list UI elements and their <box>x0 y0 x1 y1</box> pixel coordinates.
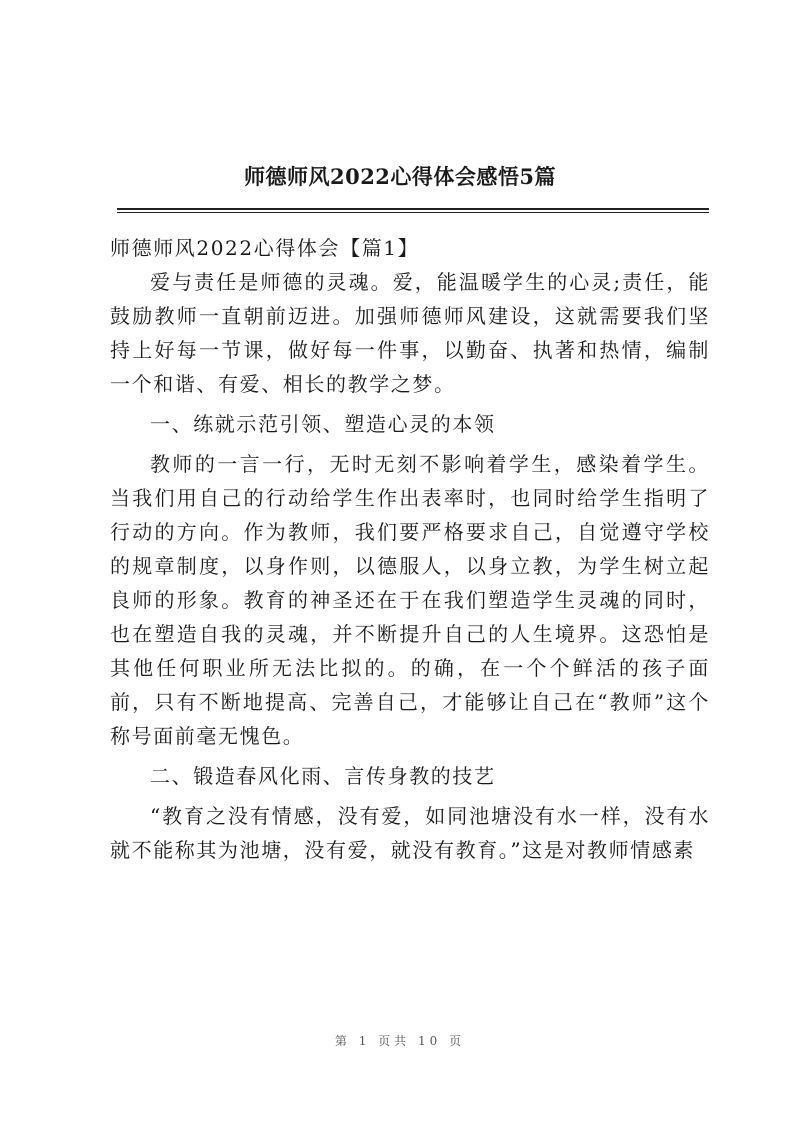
page-footer: 第 1 页共 10 页 <box>334 1034 466 1048</box>
title-divider-thin <box>117 212 709 213</box>
subheading-one: 一、练就示范引领、塑造心灵的本领 <box>150 412 496 436</box>
document-title: 师德师风2022心得体会感悟5篇 <box>243 164 557 189</box>
paragraph-two: “教育之没有情感，没有爱，如同池塘没有水一样，没有水就不能称其为池塘，没有爱，就没有教育。”这是对教师情感素 <box>110 804 710 862</box>
subheading-two: 二、锻造春风化雨、言传身教的技艺 <box>150 764 496 788</box>
paragraph-one: 教师的一言一行，无时无刻不影响着学生，感染着学生。当我们用自己的行动给学生作出表率时，也同时给学生指明了行动的方向。作为教师，我们要严格要求自己，自觉遵守学校的规章制度，以身作则，以德服人，以身立教，为学生树立起良师的形象。教育的神圣还在于在我们塑造学生灵魂的同时，也在塑造自我的灵魂，并不断提升自己的人生境界。这恐怕是其他任何职业所无法比拟的。的确，在一个个鲜活的孩子面前，只有不断地提高、完善自己，才能够让自己在“教师”这个称号面前毫无愧色。 <box>110 452 710 748</box>
paragraph-intro: 爱与责任是师德的灵魂。爱，能温暖学生的心灵;责任，能鼓励教师一直朝前迈进。加强师德师风建设，这就需要我们坚持上好每一节课，做好每一件事，以勤奋、执著和热情，编制一个和谐、有爱、相长的教学之梦。 <box>110 270 710 396</box>
section-heading: 师德师风2022心得体会【篇1】 <box>110 236 420 260</box>
document-body <box>110 231 710 867</box>
title-divider-thick <box>117 208 709 210</box>
